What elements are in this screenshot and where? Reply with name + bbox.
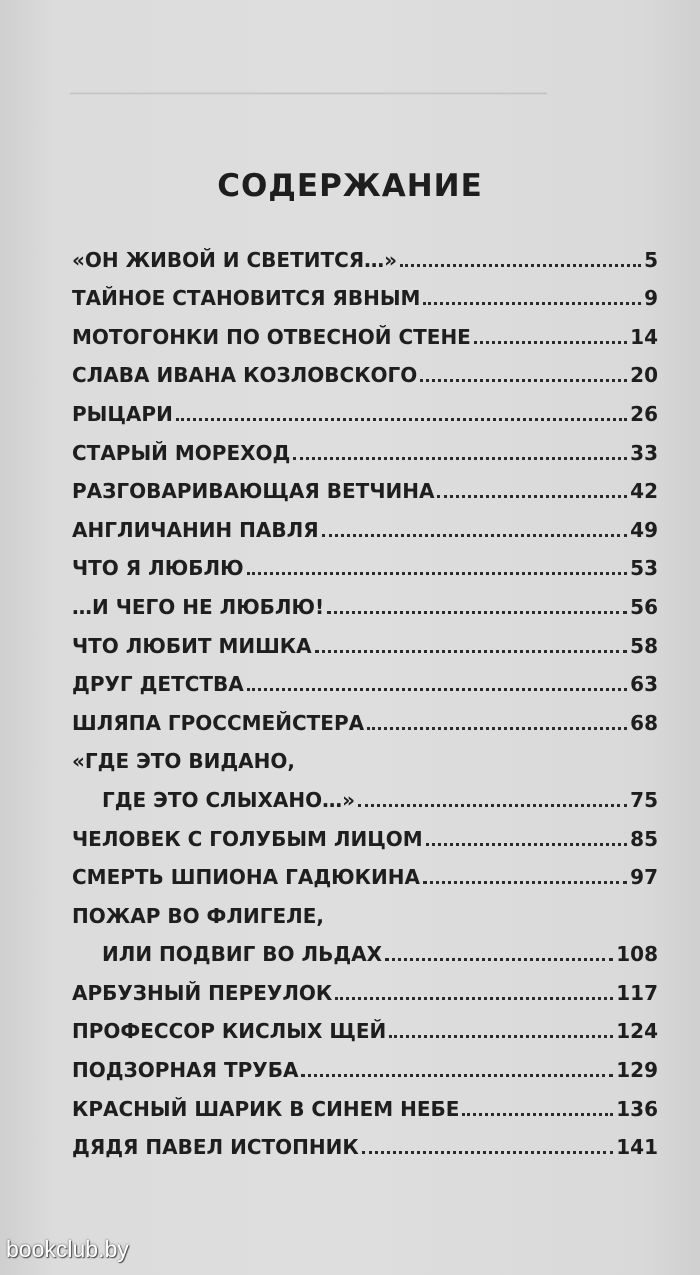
dot-leader (335, 996, 613, 1000)
toc-entry-page: 33 (630, 440, 658, 465)
toc-entry (72, 465, 658, 504)
toc-entry (72, 889, 658, 966)
toc-entry-title: МОТОГОНКИ ПО ОТВЕСНОЙ СТЕНЕ (72, 324, 471, 349)
toc-entry (72, 1043, 658, 1082)
dot-leader (301, 1073, 613, 1077)
toc-entry (72, 503, 658, 542)
toc-entry (72, 966, 658, 1005)
dot-leader (247, 687, 627, 691)
dot-leader (400, 263, 641, 267)
toc-entry-title: СМЕРТЬ ШПИОНА ГАДЮКИНА (72, 865, 420, 890)
dot-leader (385, 957, 613, 961)
toc-entry-title: ПОДЗОРНАЯ ТРУБА (72, 1058, 299, 1083)
toc-entry-page: 58 (630, 633, 658, 658)
toc-entry-title: АНГЛИЧАНИН ПАВЛЯ (72, 517, 319, 542)
dot-leader (247, 571, 628, 575)
toc-entry (72, 658, 658, 697)
toc-entry-title-line2: ИЛИ ПОДВИГ ВО ЛЬДАХ (102, 942, 383, 967)
dot-leader (437, 494, 627, 498)
toc-entry (72, 387, 658, 426)
page-title: СОДЕРЖАНИЕ (217, 168, 483, 204)
toc-entry (72, 1005, 658, 1044)
toc-entry (72, 619, 658, 658)
toc-entry (72, 1082, 658, 1121)
toc-entry (72, 349, 658, 388)
dot-leader (315, 649, 628, 653)
toc-entry-title: ШЛЯПА ГРОССМЕЙСТЕРА (72, 710, 365, 735)
toc-entry-page: 56 (630, 594, 658, 619)
toc-entry-page: 97 (630, 865, 658, 890)
dot-leader (420, 378, 627, 382)
toc-entry-title: АРБУЗНЫЙ ПЕРЕУЛОК (72, 980, 333, 1005)
toc-entry-page: 136 (616, 1096, 658, 1121)
toc-entry-page: 68 (630, 710, 658, 735)
toc-entry (72, 735, 658, 812)
toc-entry-title: ЧЕЛОВЕК С ГОЛУБЫМ ЛИЦОМ (72, 826, 423, 851)
toc-entry (72, 696, 658, 735)
toc-entry-page: 14 (630, 324, 658, 349)
toc-entry-title: ДРУГ ДЕТСТВА (72, 672, 244, 697)
dot-leader (426, 842, 627, 846)
dot-leader (474, 340, 627, 344)
toc-entry (72, 310, 658, 349)
toc-entry (72, 851, 658, 890)
toc-entry-title-line1: ПОЖАР ВО ФЛИГЕЛЕ, (72, 903, 324, 928)
toc-entry-title: СЛАВА ИВАНА КОЗЛОВСКОГО (72, 363, 418, 388)
watermark-logo: bookclub.by (6, 1236, 129, 1262)
dot-leader (367, 726, 627, 730)
toc-entry-title: ЧТО Я ЛЮБЛЮ (72, 556, 244, 581)
toc-entry-page: 141 (616, 1135, 658, 1160)
toc-entry-title: ТАЙНОЕ СТАНОВИТСЯ ЯВНЫМ (72, 286, 421, 311)
toc-entry-title: …И ЧЕГО НЕ ЛЮБЛЮ! (72, 594, 325, 619)
toc-entry-title: «ОН ЖИВОЙ И СВЕТИТСЯ…» (72, 247, 398, 272)
toc-entry-page: 20 (630, 363, 658, 388)
dot-leader (322, 533, 628, 537)
toc-entry (72, 272, 658, 311)
toc-entry-page: 124 (616, 1019, 658, 1044)
toc-entry-title: ДЯДЯ ПАВЕЛ ИСТОПНИК (72, 1135, 359, 1160)
toc-entry-page: 26 (630, 401, 658, 426)
toc-entry (72, 580, 658, 619)
toc-entry-page: 53 (630, 556, 658, 581)
dot-leader (358, 803, 627, 807)
dot-leader (389, 1034, 613, 1038)
toc-entry-title: РАЗГОВАРИВАЮЩАЯ ВЕТЧИНА (72, 479, 435, 504)
toc-entry-page: 63 (630, 672, 658, 697)
toc-entry-title-line2: ГДЕ ЭТО СЛЫХАНО…» (102, 787, 356, 812)
toc-entry (72, 426, 658, 465)
toc-entry (72, 233, 658, 272)
dot-leader (423, 301, 641, 305)
toc-entry-title: ЧТО ЛЮБИТ МИШКА (72, 633, 312, 658)
dot-leader (362, 1150, 614, 1154)
toc-entry-title: СТАРЫЙ МОРЕХОД (72, 440, 291, 465)
toc-entry-page: 117 (616, 980, 658, 1005)
dot-leader (423, 880, 627, 884)
toc-entry-page: 5 (644, 247, 658, 272)
toc-entry (72, 542, 658, 581)
toc-entry-page: 108 (616, 942, 658, 967)
toc-entry-page: 49 (630, 517, 658, 542)
dot-leader (293, 456, 627, 460)
bleed-through-text: ──────────────────────────────────── (70, 82, 547, 107)
toc-entry-title-line1: «ГДЕ ЭТО ВИДАНО, (72, 749, 295, 774)
toc-entry-page: 42 (630, 479, 658, 504)
table-of-contents (72, 233, 658, 1159)
dot-leader (176, 417, 627, 421)
toc-entry-title: РЫЦАРИ (72, 401, 173, 426)
toc-entry-title: КРАСНЫЙ ШАРИК В СИНЕМ НЕБЕ (72, 1096, 460, 1121)
toc-entry (72, 812, 658, 851)
toc-entry-page: 9 (644, 286, 658, 311)
toc-entry-page: 75 (630, 787, 658, 812)
toc-entry-title: ПРОФЕССОР КИСЛЫХ ЩЕЙ (72, 1019, 387, 1044)
dot-leader (327, 610, 627, 614)
toc-entry (72, 1121, 658, 1160)
dot-leader (462, 1112, 613, 1116)
toc-entry-page: 85 (630, 826, 658, 851)
toc-entry-page: 129 (616, 1058, 658, 1083)
